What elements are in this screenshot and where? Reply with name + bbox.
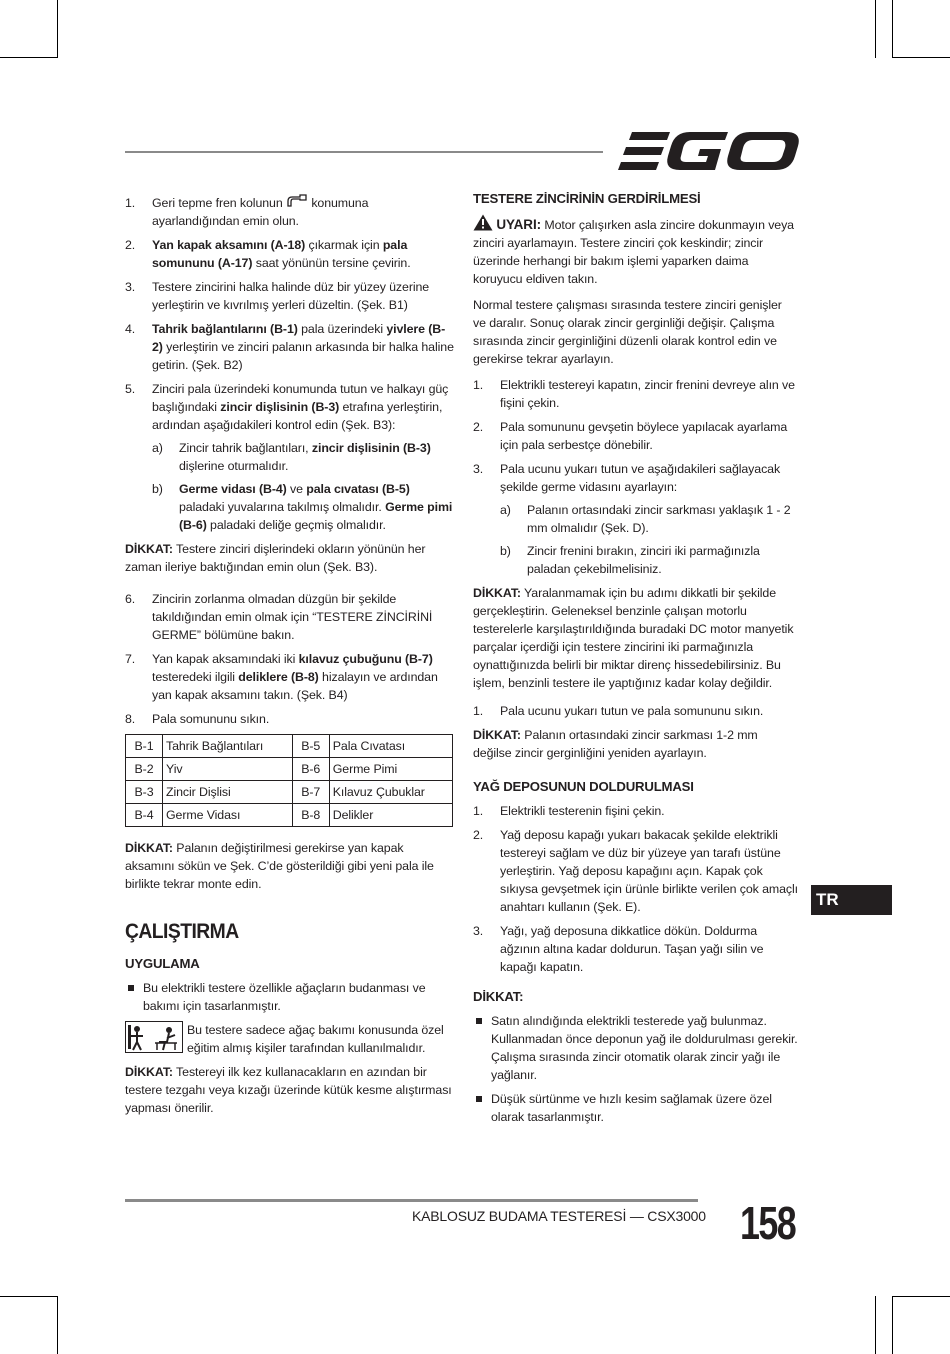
crop-mark	[892, 0, 893, 58]
list-item: 1. Pala ucunu yukarı tutun ve pala somununu sıkın.	[473, 704, 764, 718]
list-item: 3. Yağı, yağ deposuna dikkatlice dökün. Doldurma ağzının altına kadar doldurun. Taşan yağı silin ve kapağı kapatın.	[473, 924, 764, 974]
crop-mark	[0, 57, 58, 58]
list-item: 2. Pala somununu gevşetin böylece yapılacak ayarlama için pala serbestçe dönebilir.	[473, 420, 788, 452]
tension-final-step	[473, 702, 798, 720]
footer-rule	[125, 1199, 698, 1202]
crop-mark	[892, 1296, 893, 1354]
sub-list-item: a) Palanın ortasındaki zincir sarkması yaklaşık 1 - 2 mm olmalıdır (Şek. D).	[500, 503, 791, 535]
part-name-cell: Pala Cıvatası	[329, 735, 452, 758]
paragraph-chain-expansion: Normal testere çalışması sırasında testere zinciri genişler ve daralır. Sonuç olarak zincir gerginliği değişir. Çalışma sırasında zincir gerginliğini düzenli olarak kontrol edin ve gerekirse tekrar ayarlayın.	[473, 298, 782, 366]
list-item: 2. Yağ deposu kapağı yukarı bakacak şekilde elektrikli testereyi sağlam ve düz bir yüzeye yan tarafı üstüne yerleştirin. Yağ deposu kapağını açın. Kapak çok sıkıysa gevşetmek için ürünle birlikte verilen çok amaçlı anahtarı kullanın (Şek. E).	[473, 828, 798, 914]
note-bar-replace: DİKKAT: Palanın değiştirilmesi gerekirse yan kapak aksamını sökün ve Şek. C’de gösterildiği gibi yeni pala ile birlikte tekrar monte edin.	[125, 841, 434, 891]
table-row	[126, 804, 453, 827]
table-row	[126, 781, 453, 804]
crop-mark	[57, 1296, 58, 1354]
footer-title: KABLOSUZ BUDAMA TESTERESİ — CSX3000	[412, 1208, 706, 1224]
header-rule	[125, 151, 603, 153]
page-number: 158	[740, 1197, 796, 1249]
assembly-steps	[125, 194, 455, 534]
oil-notes	[473, 1012, 798, 1126]
sub-list-item: a) Zincir tahrik bağlantıları, zincir dişlisinin (B-3) dişlerine oturmalıdır.	[152, 441, 431, 473]
subsection-heading-application: UYGULAMA	[125, 956, 200, 971]
trained-user-text: Bu testere sadece ağaç bakımı konusunda özel eğitim almış kişiler tarafından kullanılmalıdır.	[187, 1023, 444, 1055]
part-name-cell: Germe Pimi	[329, 758, 452, 781]
list-item: 3. Testere zincirini halka halinde düz bir yüzey üzerine yerleştirin ve kıvrılmış yerleri düzeltin. (Şek. B1)	[125, 280, 430, 312]
warning-triangle-icon	[473, 214, 493, 231]
list-item: 5. Zinciri pala üzerindeki konumunda tutun ve halkayı güç başlığındaki zincir dişlisinin (B-3) etrafına yerleştirin, ardından aşağıdakileri kontrol edin (Şek. B3): a) Zincir tahrik bağlantıları, zincir dişlisinin (B-3) dişlerine oturmalıdır. b) Germe vidası (B-4) ve pala cıvatası (B-5) paladaki yuvalarına takılmış olmalıdır. Germe pimi (B-6) paladaki deliğe geçmiş olmalıdır.	[125, 380, 455, 534]
sub-list-item: b) Zincir frenini bırakın, zinciri iki parmağınızla paladan çekebilmelisiniz.	[500, 544, 760, 576]
part-name-cell: Germe Vidası	[163, 804, 293, 827]
note-practice: DİKKAT: Testereyi ilk kez kullanacakların en azından bir testere tezgahı veya kızağı üzerinde kütük kesme alıştırması yapması önerilir.	[125, 1065, 452, 1115]
parts-table	[125, 734, 453, 827]
tension-steps	[473, 376, 798, 578]
list-item: 3. Pala ucunu yukarı tutun ve aşağıdakileri sağlayacak şekilde germe vidasını ayarlayın: a) Palanın ortasındaki zincir sarkması yaklaşık 1 - 2 mm olmalıdır (Şek. D). b) Zincir frenini bırakın, zinciri iki parmağınızla paladan çekebilmelisiniz.	[473, 460, 798, 578]
note-arrows: DİKKAT: Testere zinciri dişlerindeki okların yönünün her zaman ileriye baktığından emin olun (Şek. B3).	[125, 542, 426, 574]
part-code-cell: B-1	[126, 735, 163, 758]
section-heading-operation: ÇALIŞTIRMA	[125, 920, 239, 943]
section-heading-chain-tension: TESTERE ZİNCİRİNİN GERDİRİLMESİ	[473, 191, 701, 206]
application-bullets	[125, 979, 455, 1015]
brake-unlocked-icon	[286, 196, 308, 210]
warning-block: UYARI: Motor çalışırken asla zincire dokunmayın veya zinciri ayarlamayın. Testere zinciri çok keskindir; zincir üzerinde herhangi bir bakım işlemi yaparken daima koruyucu eldiven takın.	[473, 214, 798, 288]
list-item: Satın alındığında elektrikli testerede yağ bulunmaz. Kullanmadan önce deponun yağ ile doldurulması gerekir. Çalışma sırasında zincir otomatik olarak zincir yağı ile yağlanır.	[473, 1012, 798, 1084]
sub-list-item: b) Germe vidası (B-4) ve pala cıvatası (B-5) paladaki yuvalarına takılmış olmalıdır. Germe pimi (B-6) paladaki deliğe geçmiş olmalıdır.	[152, 482, 453, 532]
crop-mark	[0, 1296, 58, 1297]
crop-mark	[892, 57, 950, 58]
table-row	[126, 758, 453, 781]
list-item: 2. Yan kapak aksamını (A-18) çıkarmak için pala somununu (A-17) saat yönünün tersine çevirin.	[125, 238, 411, 270]
list-item: 1. Elektrikli testereyi kapatın, zincir frenini devreye alın ve fişini çekin.	[473, 378, 795, 410]
section-heading-oil-tank: YAĞ DEPOSUNUN DOLDURULMASI	[473, 779, 694, 794]
note-label: DİKKAT:	[125, 542, 173, 556]
list-item: 1. Elektrikli testerenin fişini çekin.	[473, 804, 665, 818]
sub-list	[500, 501, 798, 578]
oil-steps	[473, 802, 798, 976]
crop-mark	[892, 1296, 950, 1297]
part-code-cell: B-6	[292, 758, 329, 781]
list-item: 4. Tahrik bağlantılarını (B-1) pala üzerindeki yivlere (B-2) yerleştirin ve zinciri palanın arkasında bir halka haline getirin. (Şek. B2)	[125, 322, 454, 372]
part-code-cell: B-8	[292, 804, 329, 827]
sub-list	[152, 439, 455, 534]
ego-logo	[618, 128, 800, 174]
right-column	[473, 190, 798, 1132]
part-name-cell: Tahrik Bağlantıları	[163, 735, 293, 758]
list-item: Bu elektrikli testere özellikle ağaçların budanması ve bakımı için tasarlanmıştır.	[125, 979, 455, 1015]
table-row	[126, 735, 453, 758]
list-item: 1. Geri tepme fren kolunun konumuna ayarlandığından emin olun.	[125, 196, 369, 228]
assembly-steps-continued	[125, 590, 455, 728]
note-dc-motor: DİKKAT: Yaralanmamak için bu adımı dikkatli bir şekilde gerçekleştirin. Geleneksel benzinle çalışan motorlu testerelerle karşılaştırıldığında buradaki DC motor manyetik parçalar içerdiği için testere zincirini iki parmağınızla oynattığınızda belirli bir miktar direnç hissedebilirsiniz. Bu işlem, benzinli testere ile yaptığınız kadar kolay değildir.	[473, 586, 794, 690]
list-item: 6. Zincirin zorlanma olmadan düzgün bir şekilde takıldığından emin olmak için “TESTERE ZİNCİRİNİ GERME” bölümüne bakın.	[125, 592, 433, 642]
part-code-cell: B-7	[292, 781, 329, 804]
part-code-cell: B-2	[126, 758, 163, 781]
part-name-cell: Delikler	[329, 804, 452, 827]
part-name-cell: Yiv	[163, 758, 293, 781]
left-column	[125, 194, 455, 1125]
crop-mark	[57, 0, 58, 58]
language-tab: TR	[811, 885, 892, 915]
part-code-cell: B-4	[126, 804, 163, 827]
crop-mark	[875, 0, 876, 58]
list-item: Düşük sürtünme ve hızlı kesim sağlamak üzere özel olarak tasarlanmıştır.	[473, 1090, 798, 1126]
trained-operator-icon	[125, 1021, 183, 1053]
part-name-cell: Zincir Dişlisi	[163, 781, 293, 804]
part-name-cell: Kılavuz Çubuklar	[329, 781, 452, 804]
part-code-cell: B-3	[126, 781, 163, 804]
list-item: 8. Pala somununu sıkın.	[125, 712, 270, 726]
note-heading: DİKKAT:	[473, 989, 524, 1004]
crop-mark	[875, 1296, 876, 1354]
part-code-cell: B-5	[292, 735, 329, 758]
note-sag: DİKKAT: Palanın ortasındaki zincir sarkması 1-2 mm değilse zincir gerginliğini yeniden ayarlayın.	[473, 728, 758, 760]
trained-user-notice	[125, 1021, 455, 1057]
list-item: 7. Yan kapak aksamındaki iki kılavuz çubuğunu (B-7) testeredeki ilgili deliklere (B-8) hizalayın ve ardından yan kapak aksamını takın. (Şek. B4)	[125, 652, 438, 702]
